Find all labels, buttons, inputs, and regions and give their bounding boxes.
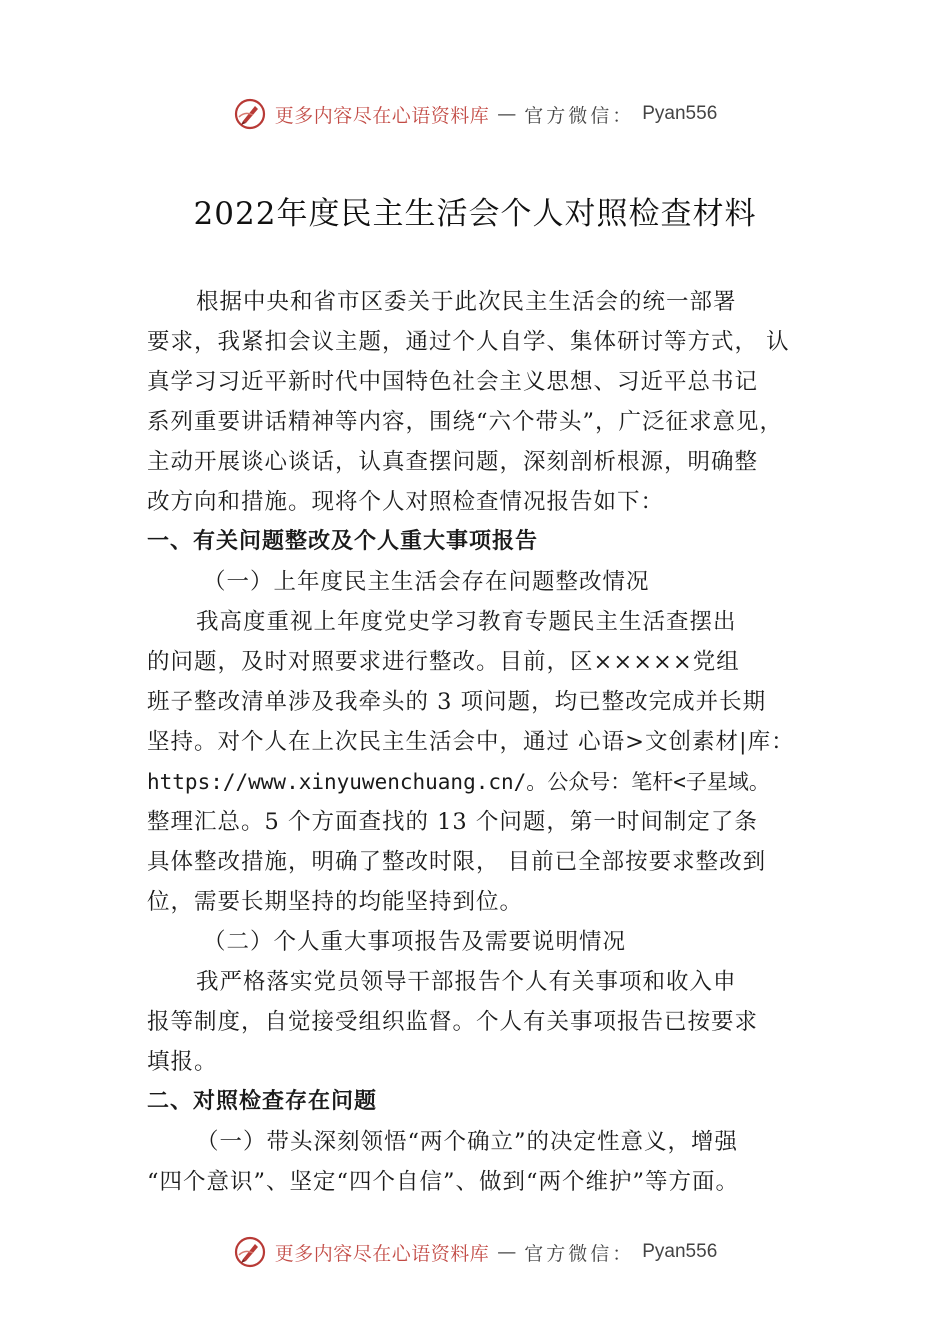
body-text-line: “四个意识”、坚定“四个自信”、做到“两个维护”等方面。 [147,1169,740,1195]
body-text-line: 坚持。对个人在上次民主生活会中，通过 心语>文创素材|库： [147,729,795,755]
document-body [147,282,827,1202]
body-text-line: 的问题，及时对照要求进行整改。目前，区×××××党组 [147,649,740,675]
wechat-id: Pyan556 [642,1241,718,1262]
body-text-line: 填报。 [147,1049,218,1075]
body-text-line: https://www.xinyuwenchuang.cn/。公众号：笔杆<子星域。 [147,770,770,794]
pen-logo-icon [233,1235,267,1269]
body-text-line: （一）带头深刻领悟“两个确立”的决定性意义，增强 [196,1129,739,1155]
body-text-line: 整理汇总。5 个方面查找的 13 个问题，第一时间制定了条 [147,809,758,835]
subsection-heading: （二）个人重大事项报告及需要说明情况 [203,929,627,955]
body-text-line: 主动开展谈心谈话，认真查摆问题，深刻剖析根源，明确整 [147,449,759,475]
footer-banner [0,1230,950,1274]
pen-logo-icon [233,97,267,131]
body-text-line: 报等制度，自觉接受组织监督。个人有关事项报告已按要求 [147,1009,759,1035]
wechat-label: 官方微信： [524,104,635,127]
section-heading: 一、有关问题整改及个人重大事项报告 [147,529,539,554]
subsection-heading: （一）上年度民主生活会存在问题整改情况 [203,569,650,595]
section-heading: 二、对照检查存在问题 [147,1089,378,1114]
body-text-line: 具体整改措施，明确了整改时限， 目前已全部按要求整改到 [147,849,767,875]
wechat-label: 官方微信： [524,1242,635,1265]
promo-text: 更多内容尽在心语资料库 [274,104,490,127]
body-text-line: 位，需要长期坚持的均能坚持到位。 [147,889,524,915]
body-text-line: 根据中央和省市区委关于此次民主生活会的统一部署 [196,289,737,315]
body-text-line: 班子整改清单涉及我牵头的 3 项问题，均已整改完成并长期 [147,689,767,715]
promo-text: 更多内容尽在心语资料库 [274,1242,490,1265]
body-text-line: 我严格落实党员领导干部报告个人有关事项和收入申 [196,969,737,995]
document-title: 2022年度民主生活会个人对照检查材料 [193,196,757,232]
body-text-line: 真学习习近平新时代中国特色社会主义思想、习近平总书记 [147,369,759,395]
body-text-line: 改方向和措施。现将个人对照检查情况报告如下： [147,489,665,515]
wechat-id: Pyan556 [642,103,718,124]
banner-separator: — [497,1241,517,1263]
body-text-line: 系列重要讲话精神等内容，围绕“六个带头”，广泛征求意见， [147,409,784,435]
body-text-line: 我高度重视上年度党史学习教育专题民主生活查摆出 [196,609,737,635]
banner-separator: — [497,103,517,125]
body-text-line: 要求，我紧扣会议主题，通过个人自学、集体研讨等方式， 认 [147,329,790,355]
header-banner [0,92,950,136]
